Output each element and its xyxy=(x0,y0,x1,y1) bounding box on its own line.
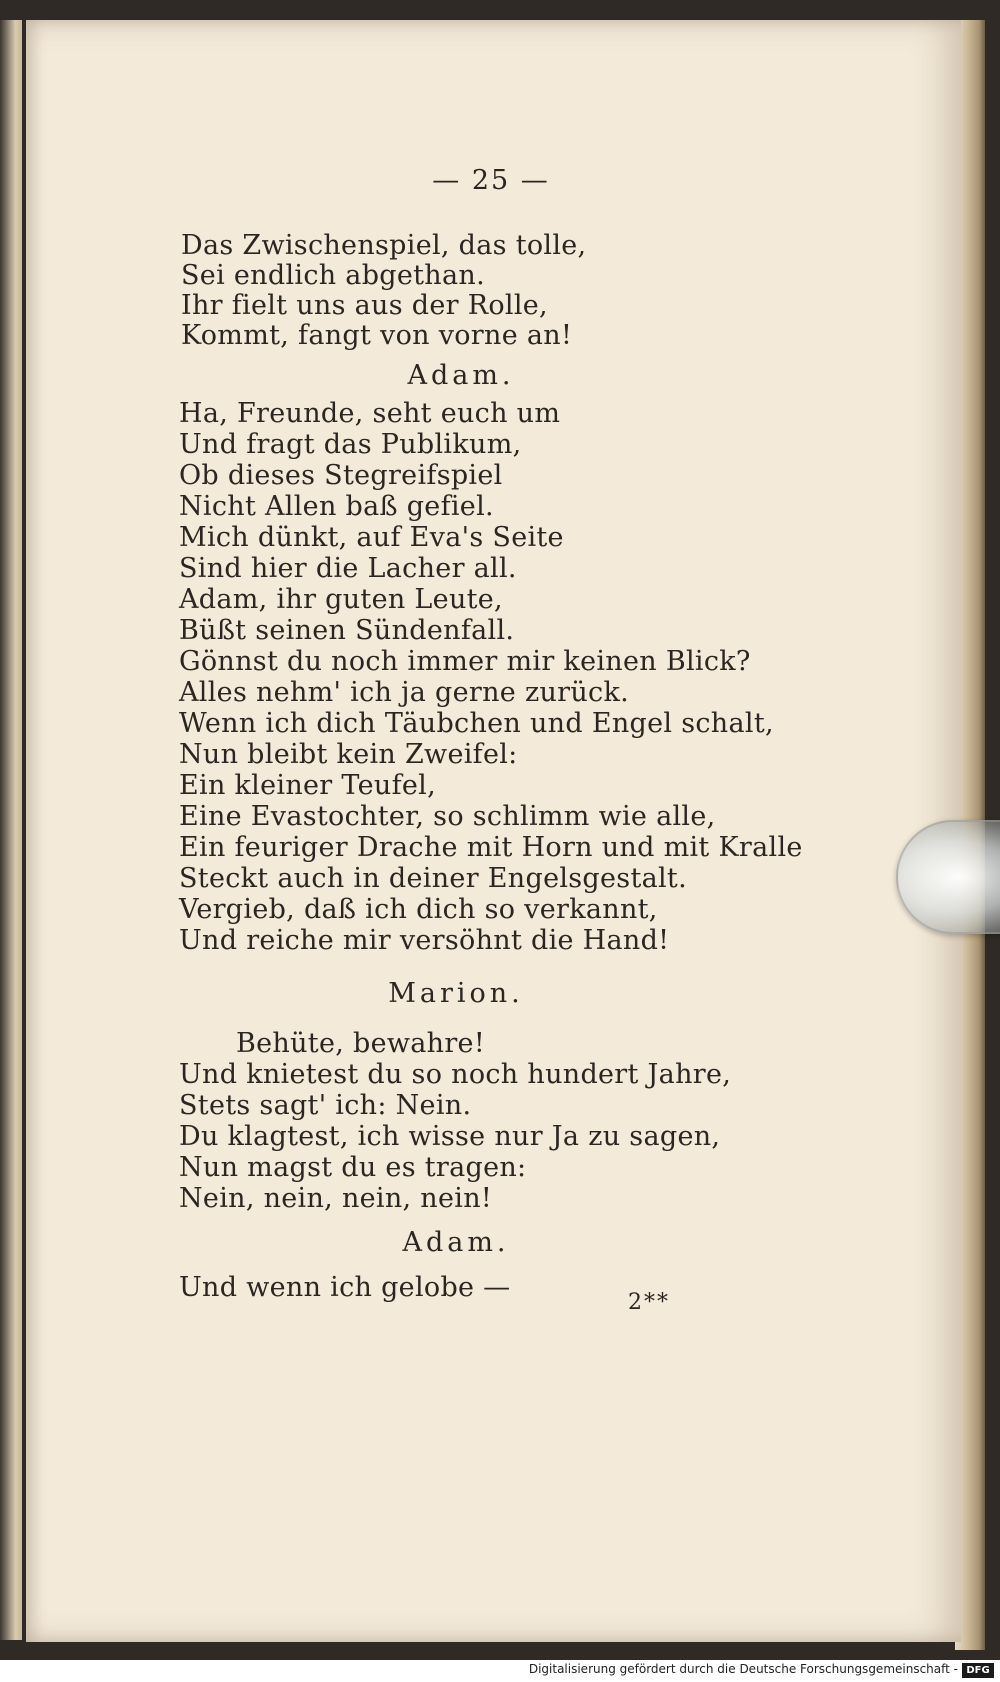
verse-line: Und knietest du so noch hundert Jahre, xyxy=(179,1059,732,1090)
speaker-name: Marion. xyxy=(388,978,524,1009)
speaker-name: Adam. xyxy=(407,360,515,391)
verse-line: Nun magst du es tragen: xyxy=(179,1152,527,1183)
verse-line: Adam, ihr guten Leute, xyxy=(179,584,503,615)
verse-line: Vergieb, daß ich dich so verkannt, xyxy=(179,894,658,925)
verse-line: Stets sagt' ich: Nein. xyxy=(179,1090,472,1121)
book-page xyxy=(26,20,961,1642)
verse-line: Nein, nein, nein, nein! xyxy=(179,1183,493,1214)
verse-line: Ha, Freunde, seht euch um xyxy=(179,398,561,429)
verse-line: Ob dieses Stegreifspiel xyxy=(179,460,503,491)
verse-line: Eine Evastochter, so schlimm wie alle, xyxy=(179,801,716,832)
verse-line: Nicht Allen baß gefiel. xyxy=(179,491,494,522)
speaker-name: Adam. xyxy=(402,1227,510,1258)
verse-line: Alles nehm' ich ja gerne zurück. xyxy=(179,677,630,708)
funding-credit: Digitalisierung gefördert durch die Deutsche Forschungsgemeinschaft - xyxy=(528,1662,958,1676)
verse-line: Und reiche mir versöhnt die Hand! xyxy=(179,925,670,956)
verse-line: Nun bleibt kein Zweifel: xyxy=(179,739,518,770)
verse-line: Büßt seinen Sündenfall. xyxy=(179,615,515,646)
footer-bar xyxy=(0,1660,1000,1682)
verse-line: Ihr fielt uns aus der Rolle, xyxy=(181,290,548,321)
verse-line: Gönnst du noch immer mir keinen Blick? xyxy=(179,646,751,677)
verse-line: Sind hier die Lacher all. xyxy=(179,553,517,584)
verse-line: Behüte, bewahre! xyxy=(236,1028,485,1059)
verse-line: Und wenn ich gelobe — xyxy=(179,1272,511,1303)
verse-line: Wenn ich dich Täubchen und Engel schalt, xyxy=(179,708,774,739)
verse-line: Das Zwischenspiel, das tolle, xyxy=(181,230,587,261)
paper-clip-holder xyxy=(896,820,1000,934)
verse-line: Ein kleiner Teufel, xyxy=(179,770,436,801)
verse-line: Kommt, fangt von vorne an! xyxy=(181,320,573,351)
left-page-edge xyxy=(0,20,22,1640)
verse-line: Du klagtest, ich wisse nur Ja zu sagen, xyxy=(179,1121,721,1152)
verse-line: Und fragt das Publikum, xyxy=(179,429,522,460)
dfg-logo: DFG xyxy=(962,1663,994,1678)
verse-line: Mich dünkt, auf Eva's Seite xyxy=(179,522,564,553)
verse-line: Steckt auch in deiner Engelsgestalt. xyxy=(179,863,687,894)
page-number: — 25 — xyxy=(432,165,550,196)
verse-line: Ein feuriger Drache mit Horn und mit Kralle xyxy=(179,832,803,863)
signature-mark: 2** xyxy=(628,1290,670,1315)
verse-line: Sei endlich abgethan. xyxy=(181,260,485,291)
